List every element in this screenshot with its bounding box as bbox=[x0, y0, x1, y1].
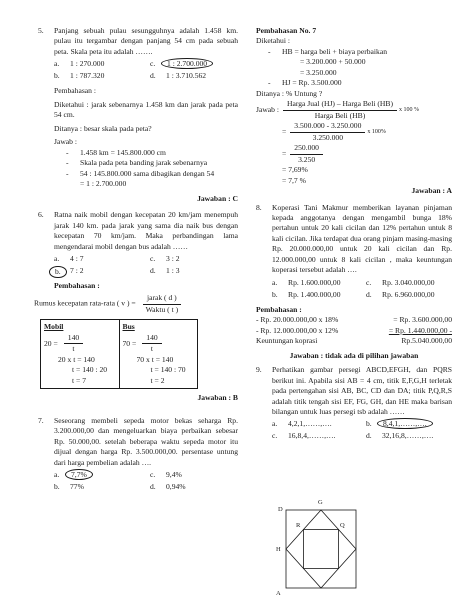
result-line-2: = 7,69% bbox=[282, 165, 308, 175]
calc-line: = $\frac{3.500.000 - 3.250.000}{3.250.000}$ x 100% bbox=[282, 121, 386, 142]
step-1: - 1.458 km = 145.800.000 cm bbox=[66, 147, 166, 157]
right-column bbox=[256, 26, 452, 443]
option-d[interactable]: d. Rp. 6.960.000,00 bbox=[366, 289, 435, 299]
answer: Jawaban : C bbox=[197, 193, 238, 203]
pembahasan-title: Pembahasan : bbox=[54, 280, 100, 290]
question-9 bbox=[256, 365, 452, 443]
pembahasan-7 bbox=[256, 26, 452, 197]
result-line-3: = 7,7 % bbox=[282, 175, 306, 185]
options bbox=[54, 254, 238, 278]
option-b[interactable]: b. 7 : 2 bbox=[54, 266, 142, 278]
label-h: H bbox=[276, 546, 281, 553]
pembahasan-title: Pembahasan No. 7 bbox=[256, 26, 317, 35]
options bbox=[272, 278, 452, 302]
question-number: 6. bbox=[38, 210, 44, 220]
option-b[interactable]: b. 77% bbox=[54, 482, 84, 491]
option-a[interactable]: a. 4,2,1,……,…. bbox=[272, 419, 332, 429]
option-d[interactable]: d. 32,16,8,……,…. bbox=[366, 431, 434, 441]
option-b[interactable]: b. 1 : 787.320 bbox=[54, 71, 105, 81]
question-6 bbox=[38, 210, 238, 291]
question-number: 5. bbox=[38, 26, 44, 35]
mobil-cell: Mobil 20 = $\frac{140}{t}$ 20 x t = 140 t = 140 : 20 t = 7 bbox=[41, 320, 120, 389]
option-c[interactable]: c. 3 : 2 bbox=[150, 253, 180, 263]
question-7 bbox=[38, 416, 238, 494]
options bbox=[54, 59, 238, 83]
nested-squares-figure bbox=[266, 499, 376, 602]
question-number: 8. bbox=[256, 202, 262, 212]
question-text: Koperasi Tani Makmur memberikan layanan pinjaman kepada anggotanya dengan mengambil bunga 18% pertahun untuk 20 kali cicilan dan 12% pertahun untuk 8 kali cicilan. Jika terdapat dua orang pinjam masing-masing Rp. 20.000.000,00 untuk 20 kali cicilan dan Rp. 12.000.000,00 untuk 8 kali cicilan , maka keuntungan koperasi tersebut adalah …. bbox=[272, 202, 452, 275]
question-text: Perhatikan gambar persegi ABCD,EFGH, dan PQRS berikut ini. Apabila sisi AB = 4 cm, titik E,F,G,H terletak pada pertengahan sisi AB, BC, CD dan DA; titik P,Q,R,S adalah titik tengah sisi EF, FG, GH, dan HE maka barisan bilangan untuk luas persegi tsb adalah …… bbox=[272, 365, 452, 416]
line-hj: - HJ = Rp. 3.500.000 bbox=[268, 78, 342, 88]
line-hb: - HB = harga beli + biaya perbaikan bbox=[268, 46, 387, 56]
option-c[interactable]: c. Rp. 3.040.000,00 bbox=[366, 277, 435, 287]
line-hb-2: = 3.200.000 + 50.000 bbox=[300, 57, 366, 67]
result-line-1: = $\frac{250.000}{3.250}$ bbox=[256, 143, 452, 165]
label-a: A bbox=[276, 590, 281, 597]
option-d[interactable]: d. 1 : 3 bbox=[150, 265, 180, 275]
jawab-title: Jawab : bbox=[54, 137, 77, 147]
step-4: = 1 : 2.700.000 bbox=[80, 179, 127, 189]
ditanya: Ditanya : besar skala pada peta? bbox=[54, 123, 152, 133]
question-number: 9. bbox=[256, 365, 262, 375]
question-text: Ratna naik mobil dengan kecepatan 20 km/jam menempuh jarak 140 km. pada jarak yang sama dia naik bus dengan kecepatan 70 km/jam. Maka perbandingan lama mengendarai mobil dengan bus adalah …… bbox=[54, 210, 238, 251]
selected-answer-mark: 8,4,1,……,…. bbox=[377, 418, 433, 429]
calc-row-3: Keuntungan koprasi Rp.5.040.000,00 bbox=[256, 336, 452, 346]
result-fraction: $\frac{250.000}{3.250}$ bbox=[290, 143, 323, 165]
step-2: - Skala pada peta banding jarak sebenarnya bbox=[66, 158, 208, 168]
option-c[interactable]: c. 1 : 2.700.000 bbox=[150, 59, 238, 71]
ditanya: Ditanya : % Untung ? bbox=[256, 88, 323, 98]
calc-row-2: - Rp. 12.000.000,00 x 12% = Rp. 1.440.000,00 - bbox=[256, 325, 452, 335]
square-pqrs bbox=[304, 530, 339, 569]
selected-answer-mark: 1 : 2.700.000 bbox=[161, 58, 213, 69]
question-text: Seseorang membeli sepeda motor bekas seharga Rp. 3.200.000,00 dan mengeluarkan biaya perbaikan sebesar Rp. 50.000,00. setelah beberapa waktu sepeda motor itu dijual dengan harga Rp. 3.500.000,00. persentase untung dari harga pembelian adalah …. bbox=[54, 415, 238, 467]
option-c[interactable]: c. 9,4% bbox=[150, 470, 182, 479]
option-a[interactable]: a. Rp. 1.600.000,00 bbox=[272, 277, 341, 287]
answer: Jawaban : A bbox=[411, 186, 452, 196]
pembahasan-title: Pembahasan : bbox=[54, 86, 96, 96]
option-b[interactable]: b. Rp. 1.400.000,00 bbox=[272, 289, 341, 299]
rumus-fraction: $\frac{\text{jarak ( d )}}{\text{Waktu ( t )}}$ bbox=[142, 293, 183, 315]
question-text: Panjang sebuah pulau sesungguhnya adalah 1.458 km. pulau itu tergambar dengan panjang 54 cm pada sebuah peta. Skala peta itu adalah ……. bbox=[54, 26, 238, 56]
selected-answer-mark: 7,7% bbox=[65, 469, 93, 480]
option-a[interactable]: a. 4 : 7 bbox=[54, 253, 84, 263]
label-r: R bbox=[296, 522, 301, 529]
option-b[interactable]: c. 16,8,4,……,…. bbox=[272, 431, 336, 441]
answer: Jawaban : B bbox=[197, 393, 238, 403]
left-column bbox=[34, 26, 238, 494]
bus-cell: Bus 70 = $\frac{140}{t}$ 70 x t = 140 t = 140 : 70 t = 2 bbox=[119, 320, 198, 389]
formula-fraction: $\frac{\text{Harga Jual (HJ) – Harga Beli (HB)}}{\text{Harga Beli (HB)}}$ bbox=[283, 99, 397, 121]
work-table bbox=[40, 319, 198, 389]
question-number: 7. bbox=[38, 415, 44, 425]
label-q: Q bbox=[340, 522, 345, 529]
step-3: - 54 : 145.800.000 sama dibagikan dengan 54 bbox=[66, 168, 215, 178]
formula-line: Jawab : $\frac{\text{Harga Jual (HJ) – Harga Beli (HB)}}{\text{Harga Beli (HB)}}$ x 100 % bbox=[256, 99, 420, 120]
question-8 bbox=[256, 203, 452, 302]
label-d: D bbox=[278, 506, 283, 513]
option-d[interactable]: d. 1 : 3.710.562 bbox=[150, 71, 207, 81]
line-hb-3: = 3.250.000 bbox=[300, 67, 337, 77]
rumus-line: Rumus kecepatan rata-rata ( v ) = $\frac{\text{jarak ( d )}}{\text{Waktu ( t )}}$ bbox=[34, 293, 238, 315]
options bbox=[272, 419, 452, 443]
options bbox=[54, 470, 238, 494]
label-g: G bbox=[318, 499, 323, 506]
option-c[interactable]: b. 8,4,1,……,…. bbox=[366, 419, 452, 431]
selected-answer-mark: b. bbox=[49, 266, 67, 278]
option-d[interactable]: d. 0,94% bbox=[150, 482, 186, 491]
option-a[interactable]: a. 7,7% bbox=[54, 470, 142, 482]
squares-diagram bbox=[266, 506, 376, 602]
answer: Jawaban : tidak ada di pilihan jawaban bbox=[289, 350, 419, 360]
calc-fraction: $\frac{3.500.000 - 3.250.000}{3.250.000}$ bbox=[290, 121, 365, 143]
question-5 bbox=[38, 26, 238, 204]
diketahui: Diketahui : jarak sebenarnya 1.458 km dan jarak pada peta 54 cm. bbox=[54, 99, 238, 120]
calc-row-1: - Rp. 20.000.000,00 x 18% = Rp. 3.600.000,00 bbox=[256, 315, 452, 325]
diketahui: Diketahui : bbox=[256, 36, 290, 46]
option-a[interactable]: a. 1 : 270.000 bbox=[54, 59, 105, 69]
pembahasan-title: Pembahasan : bbox=[256, 304, 302, 314]
